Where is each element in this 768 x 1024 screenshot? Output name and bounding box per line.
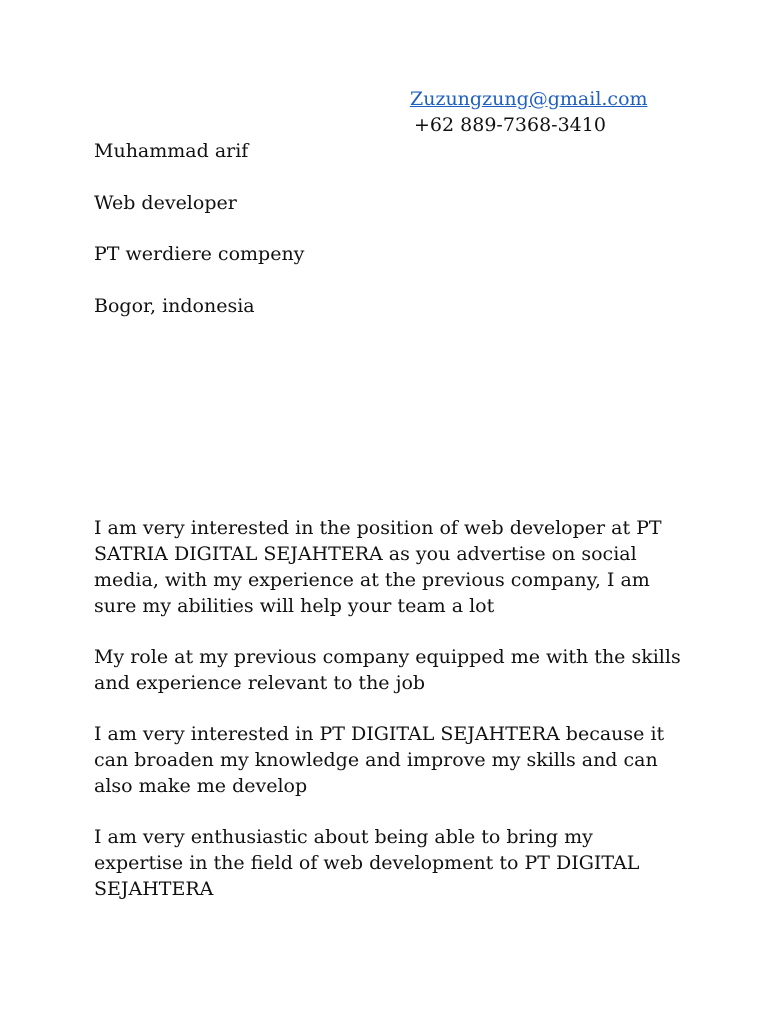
contact-block: [410, 86, 710, 138]
sender-role: Web developer: [94, 191, 237, 214]
body-paragraph-4: I am very enthusiastic about being able to bring my expertise in the field of web development to PT DIGITAL SEJAHTERA: [94, 826, 640, 900]
sender-company: PT werdiere compeny: [94, 243, 305, 265]
sender-name: Muhammad arif: [94, 140, 249, 162]
body-paragraph-1: I am very interested in the position of web developer at PT SATRIA DIGITAL SEJAHTERA as you advertise on social media, with my experience at the previous company, I am sure my abilities will help your team a lot: [94, 517, 662, 617]
phone-number: +62 889-7368-3410: [414, 114, 606, 136]
email-link[interactable]: Zuzungzung@gmail.com: [410, 88, 648, 110]
body-paragraph-3: I am very interested in PT DIGITAL SEJAHTERA because it can broaden my knowledge and improve my skills and can also make me develop: [94, 723, 665, 797]
sender-block: [94, 138, 694, 344]
sender-location: Bogor, indonesia: [94, 294, 255, 317]
letter-body: [94, 515, 684, 927]
body-paragraph-2: My role at my previous company equipped me with the skills and experience relevant to the job: [94, 646, 681, 694]
